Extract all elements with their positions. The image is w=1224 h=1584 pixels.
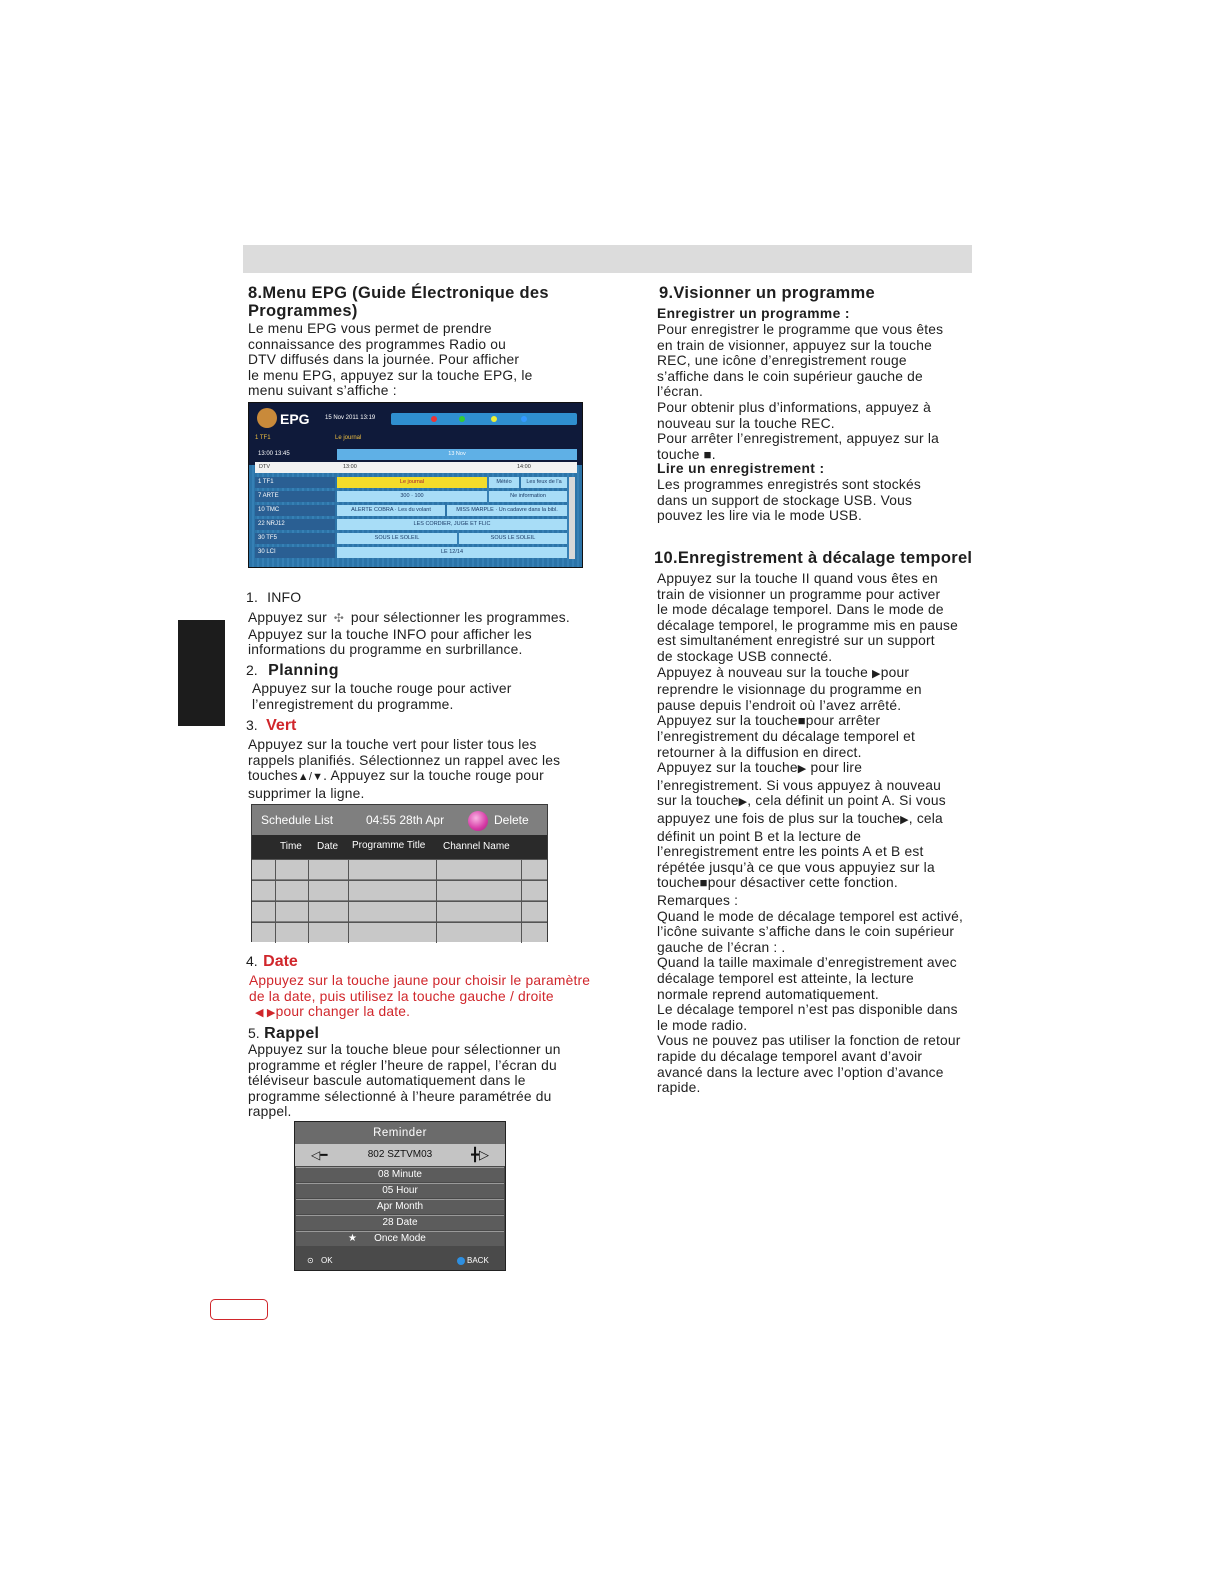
epg-date: 15 Nov 2011 13:19 [325, 415, 376, 421]
epg-programme: Météo [489, 477, 519, 488]
reminder-item: Apr Month [296, 1199, 504, 1214]
epg-dtv-row: DTV 13:00 14:00 [255, 462, 577, 473]
schedule-grid [252, 859, 547, 943]
epg-time-range: 13:00 13:45 [255, 449, 335, 460]
epg-channel: 1 TF1 [255, 477, 335, 488]
epg-programme: Les feux de l'a [521, 477, 567, 488]
epg-programme: SOUS LE SOLEIL [337, 533, 457, 544]
section-10-title: 10.Enregistrement à décalage temporel [654, 549, 973, 567]
remarks-body: Remarques : Quand le mode de décalage temporel est activé, l’icône suivante s’affiche dans le coin supérieur gauche de l’écran : . Quand la taille maximale d’enregistrement avec décalage temporel est atteinte, la lecture normale reprend automatiquement. Le décalage temporel n’est pas disponible dans le mode radio. Vous ne pouvez pas utiliser la fonction de retour rapide du décalage temporel avant d’avoir avancé dans la lecture avec l’option d’avance rapide. [657, 893, 964, 1096]
epg-programme: ALERTE COBRA · Les du volant [337, 505, 445, 516]
item-2-heading: 2. Planning [246, 662, 339, 679]
item-3-body: Appuyez sur la touche vert pour lister tous les rappels planifiés. Sélectionnez un rappel avec les touches▲/▼. Appuyez sur la touche rouge pour supprimer la ligne. [248, 737, 561, 801]
reminder-ok: OK [321, 1256, 333, 1265]
epg-color-buttons [391, 413, 577, 425]
item-4-heading: 4. Date [246, 953, 298, 970]
epg-time-bar: 13 Nov [337, 449, 577, 460]
ok-icon: ⊙ [307, 1256, 314, 1265]
epg-programme: LES CORDIER, JUGE ET FLIC [337, 519, 567, 530]
left-minus-icon: ◁━ [311, 1148, 328, 1162]
epg-logo-icon [257, 408, 277, 428]
left-right-arrow-icon: ◀ ▶ [255, 1007, 276, 1020]
reminder-item: 28 Date [296, 1215, 504, 1230]
schedule-delete: Delete [494, 813, 529, 827]
play-body: Les programmes enregistrés sont stockés dans un support de stockage USB. Vous pouvez les lire via le mode USB. [657, 477, 921, 524]
epg-channel: 22 NRJ12 [255, 519, 335, 530]
navigation-pad-icon: ✣ [333, 611, 345, 625]
epg-programme: SOUS LE SOLEIL [459, 533, 567, 544]
epg-programme: MISS MARPLE · Un cadavre dans la bibl. [447, 505, 567, 516]
stop-icon: ■ [797, 713, 806, 729]
reminder-item: 08 Minute [296, 1167, 504, 1182]
reminder-title: Reminder [295, 1122, 505, 1144]
schedule-title: Schedule List [261, 813, 334, 827]
column-header: Time [280, 841, 302, 852]
section-8-title: 8.Menu EPG (Guide Électronique des Programmes) [248, 284, 549, 320]
schedule-time: 04:55 28th Apr [366, 813, 445, 827]
page-number-box [210, 1299, 268, 1320]
star-icon: ★ [348, 1233, 357, 1244]
reminder-back: BACK [467, 1256, 489, 1265]
header-band [243, 245, 972, 273]
up-down-arrow-icon: ▲/▼ [297, 771, 324, 784]
blue-button-icon [457, 1257, 465, 1265]
item-1-heading: 1. INFO [246, 589, 302, 605]
epg-scrollbar [569, 477, 575, 559]
item-1-body: Appuyez sur ✣ pour sélectionner les programmes. Appuyez sur la touche INFO pour afficher les informations du programme en surbrillance. [248, 610, 570, 658]
schedule-list-screenshot [251, 804, 548, 942]
record-body: Pour enregistrer le programme que vous êtes en train de visionner, appuyez sur la touche REC, une icône d’enregistrement rouge s’affiche dans le coin supérieur gauche de l’écran. Pour obtenir plus d’informations, appuyez à nouveau sur la touche REC. Pour arrêter l’enregistrement, appuyez sur la touche ■. [657, 322, 944, 462]
reminder-screenshot [294, 1121, 506, 1271]
epg-channel: 30 LCI [255, 547, 335, 558]
epg-programme: 300 · 100 [337, 491, 487, 502]
reminder-item-mode: ★ Once Mode [296, 1231, 504, 1246]
epg-programme-selected: Le journal [337, 477, 487, 488]
item-5-heading: 5. Rappel [248, 1025, 320, 1042]
record-heading: Enregistrer un programme : [657, 306, 850, 321]
reminder-footer [295, 1251, 505, 1271]
epg-programme: LE 12/14 [337, 547, 567, 558]
stop-icon: ■ [703, 446, 712, 462]
play-icon: ▶ [900, 813, 909, 826]
item-5-body: Appuyez sur la touche bleue pour sélectionner un programme et régler l’heure de rappel, l’écran du téléviseur bascule automatiquement dans le programme sélectionné à l’heure paramétrée du rappel. [248, 1042, 561, 1120]
section-8-body: Le menu EPG vous permet de prendre connaissance des programmes Radio ou DTV diffusés dans la journée. Pour afficher le menu EPG, appuyez sur la touche EPG, le menu suivant s’affiche : [248, 321, 533, 399]
section-10-body: Appuyez sur la touche II quand vous êtes en train de visionner un programme pour activer le mode décalage temporel. Dans le mode de décalage temporel, le programme mis en pause est simultanément enregistré sur un support de stockage USB connecté. Appuyez à nouveau sur la touche ▶pour reprendre le visionnage du programme en pause depuis l’endroit où l’avez arrêté. Appuyez sur la touche■pour arrêter l’enregistrement du décalage temporel et retourner à la diffusion en direct. Appuyez sur la touche▶ pour lire l’enregistrement. Si vous appuyez à nouveau sur la touche▶, cela définit un point A. Si vous appuyez une fois de plus sur la touche▶, cela définit un point B et la lecture de l’enregistrement entre les points A et B est répétée jusqu’à ce que vous appuyiez sur la touche■pour désactiver cette fonction. [657, 571, 958, 891]
item-2-body: Appuyez sur la touche rouge pour activer l’enregistrement du programme. [252, 681, 512, 712]
item-4-body: Appuyez sur la touche jaune pour choisir le paramètre de la date, puis utilisez la touche gauche / droite ◀ ▶pour changer la date. [249, 973, 591, 1020]
column-header: Programme Title [352, 840, 426, 851]
right-plus-icon: ╋▷ [471, 1147, 489, 1162]
play-heading: Lire un enregistrement : [657, 461, 825, 476]
pink-button-icon [468, 811, 488, 831]
epg-programme: Ne information [489, 491, 567, 502]
epg-channel: 7 ARTE [255, 491, 335, 502]
play-icon: ▶ [738, 796, 748, 809]
reminder-channel-row [295, 1144, 505, 1166]
reminder-item: 05 Hour [296, 1183, 504, 1198]
epg-sub-programme: Le journal [335, 435, 362, 441]
play-icon: ▶ [797, 763, 807, 776]
reminder-channel: 802 SZTVM03 [367, 1149, 433, 1160]
column-header: Date [317, 841, 339, 852]
play-icon: ▶ [872, 667, 881, 680]
column-header: Channel Name [443, 841, 510, 852]
stop-icon: ■ [699, 875, 708, 891]
language-side-tab [178, 620, 225, 726]
epg-channel: 10 TMC [255, 505, 335, 516]
epg-screenshot [248, 402, 583, 568]
item-3-heading: 3. Vert [246, 717, 297, 734]
epg-sub-channel: 1 TF1 [255, 435, 271, 441]
epg-channel: 30 TF5 [255, 533, 335, 544]
section-9-title: 9.Visionner un programme [659, 284, 875, 302]
epg-logo-text: EPG [280, 411, 310, 427]
